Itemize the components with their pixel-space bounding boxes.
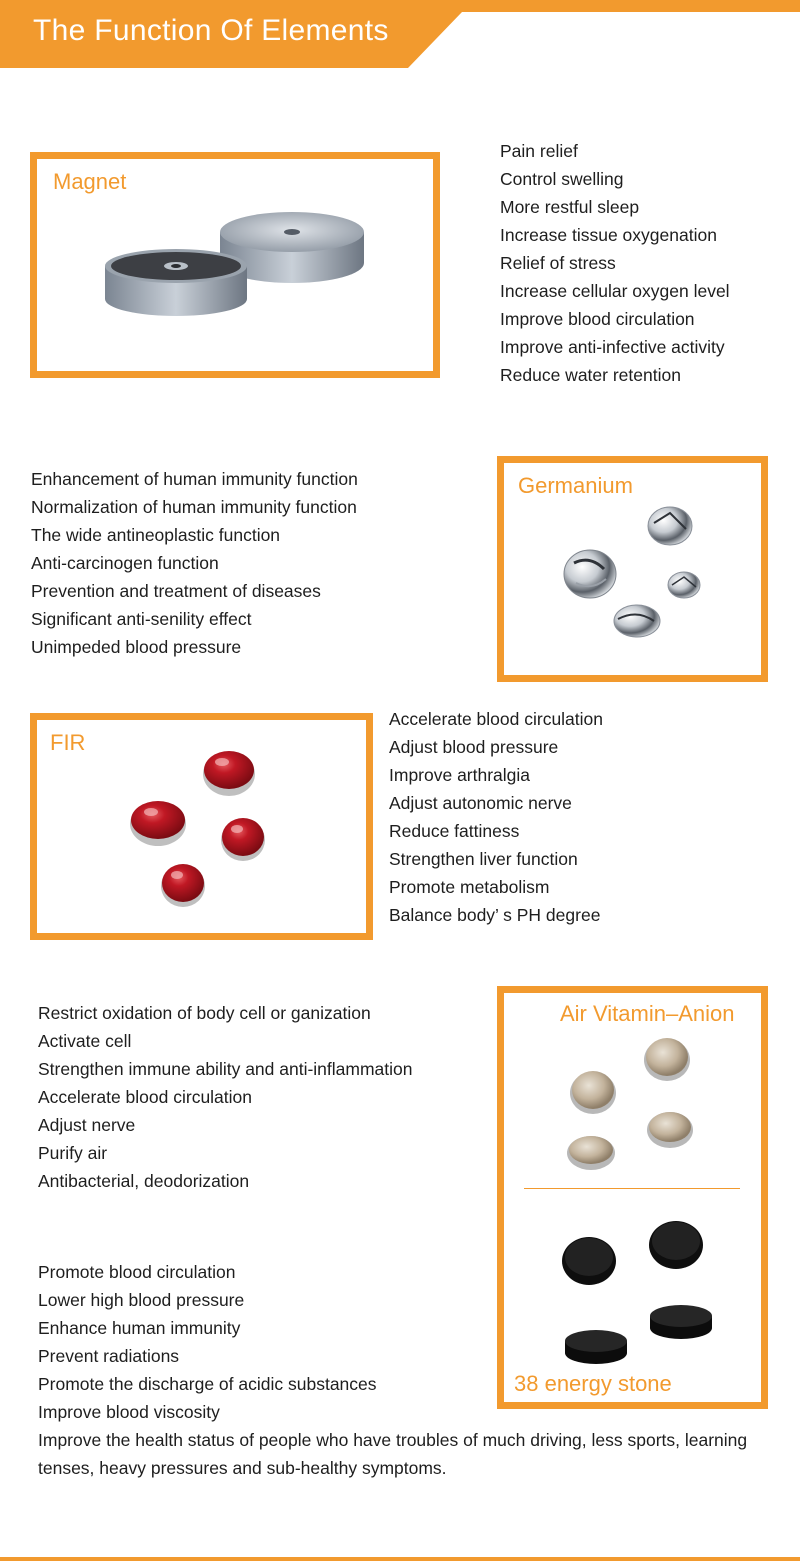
list-item: Adjust autonomic nerve (389, 793, 572, 813)
energy-stone-benefits-list (38, 1258, 377, 1426)
list-item: Increase tissue oxygenation (500, 225, 717, 245)
list-item: Enhance human immunity (38, 1318, 241, 1338)
fir-stone (203, 751, 255, 796)
magnet-disc-front (105, 249, 247, 316)
germanium-stone (614, 605, 660, 637)
energy-stone (649, 1221, 703, 1269)
list-item: Pain relief (500, 141, 578, 161)
magnet-benefits-list (500, 137, 730, 389)
list-item: Improve blood circulation (500, 309, 695, 329)
germanium-benefits-list (31, 465, 358, 661)
energy-stone-illustration (504, 993, 761, 1402)
list-item: Strengthen liver function (389, 849, 578, 869)
list-item: Enhancement of human immunity function (31, 469, 358, 489)
list-item: Promote the discharge of acidic substances (38, 1374, 377, 1394)
list-item: Purify air (38, 1143, 108, 1163)
list-item: Adjust blood pressure (389, 737, 559, 757)
list-item: Prevent radiations (38, 1346, 180, 1366)
fir-stone (130, 801, 186, 846)
germanium-stone (668, 572, 700, 598)
germanium-stone (564, 550, 616, 598)
fir-stone (221, 818, 265, 861)
list-item: Unimpeded blood pressure (31, 637, 242, 657)
list-item: Reduce fattiness (389, 821, 520, 841)
fir-illustration (37, 720, 366, 933)
germanium-image-box (497, 456, 768, 682)
anion-title: Air Vitamin–Anion (560, 1001, 735, 1026)
list-item: The wide antineoplastic function (31, 525, 281, 545)
list-item: Strengthen immune ability and anti-inflammation (38, 1059, 413, 1079)
closing-statement: Improve the health status of people who have troubles of much driving, less sports, learning tenses, heavy pressures and sub-healthy symptoms. (38, 1430, 748, 1478)
list-item: Activate cell (38, 1031, 132, 1051)
list-item: Restrict oxidation of body cell or ganization (38, 1003, 371, 1023)
list-item: Antibacterial, deodorization (38, 1171, 250, 1191)
magnet-image-box (30, 152, 440, 378)
anion-benefits-list (38, 999, 413, 1195)
footer-divider (0, 1557, 800, 1561)
list-item: Reduce water retention (500, 365, 681, 385)
list-item: Balance body’ s PH degree (389, 905, 601, 925)
list-item: More restful sleep (500, 197, 640, 217)
list-item: Significant anti-senility effect (31, 609, 252, 629)
germanium-title: Germanium (518, 473, 633, 498)
list-item: Promote blood circulation (38, 1262, 236, 1282)
list-item: Anti-carcinogen function (31, 553, 219, 573)
fir-title: FIR (50, 730, 86, 755)
anion-energy-image-box (497, 986, 768, 1409)
list-item: Accelerate blood circulation (389, 709, 604, 729)
list-item: Increase cellular oxygen level (500, 281, 730, 301)
energy-stone-title: 38 energy stone (514, 1371, 672, 1396)
list-item: Adjust nerve (38, 1115, 136, 1135)
list-item: Improve anti-infective activity (500, 337, 725, 357)
energy-stone (650, 1305, 712, 1339)
list-item: Lower high blood pressure (38, 1290, 245, 1310)
list-item: Prevention and treatment of diseases (31, 581, 321, 601)
fir-stone (161, 864, 205, 907)
header-banner (0, 0, 800, 68)
energy-stone (562, 1237, 616, 1285)
germanium-stone (648, 507, 692, 545)
germanium-illustration (504, 463, 761, 675)
magnet-illustration (37, 159, 433, 371)
list-item: Normalization of human immunity function (31, 497, 357, 517)
list-item: Accelerate blood circulation (38, 1087, 253, 1107)
page-title: The Function Of Elements (33, 14, 389, 47)
list-item: Relief of stress (500, 253, 616, 273)
fir-benefits-list (389, 705, 603, 929)
list-item: Improve blood viscosity (38, 1402, 220, 1422)
list-item: Promote metabolism (389, 877, 550, 897)
list-item: Control swelling (500, 169, 624, 189)
energy-stone (565, 1330, 627, 1364)
magnet-title: Magnet (53, 169, 127, 194)
list-item: Improve arthralgia (389, 765, 531, 785)
fir-image-box (30, 713, 373, 940)
